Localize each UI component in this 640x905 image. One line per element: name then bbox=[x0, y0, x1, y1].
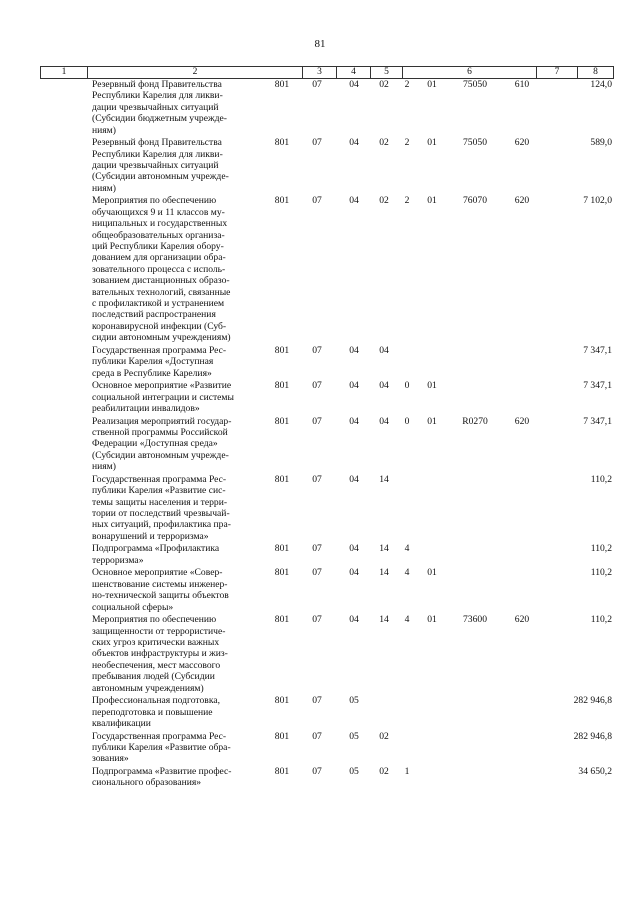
cell-c5: 05 bbox=[349, 730, 359, 742]
cell-c6b: 4 bbox=[404, 614, 410, 626]
cell-c6c: 01 bbox=[427, 195, 437, 207]
cell-c5: 04 bbox=[349, 567, 359, 579]
row-name: Резервный фонд Правительства Республики Карелия для ликви- дации чрезвычайных ситуаций (Субсидии бюджетным учрежде- ниям) bbox=[92, 79, 227, 136]
cell-c6a: 04 bbox=[379, 344, 389, 356]
cell-c4: 07 bbox=[312, 614, 322, 626]
cell-c6b: 2 bbox=[404, 79, 410, 90]
cell-c7: 620 bbox=[514, 614, 530, 626]
cell-c3: 801 bbox=[274, 614, 290, 626]
cell-c8: 110,2 bbox=[590, 614, 612, 626]
cell-c8: 110,2 bbox=[590, 543, 612, 555]
cell-c5: 04 bbox=[349, 380, 359, 392]
header-col-3: 3 bbox=[303, 67, 337, 78]
cell-c4: 07 bbox=[312, 543, 322, 555]
header-col-7: 7 bbox=[537, 67, 578, 78]
cell-c3: 801 bbox=[274, 195, 290, 207]
cell-c6b: 2 bbox=[404, 137, 410, 149]
cell-c7: 620 bbox=[514, 195, 530, 207]
cell-c6a: 04 bbox=[379, 415, 389, 427]
cell-c6a: 02 bbox=[379, 766, 389, 777]
cell-c3: 801 bbox=[274, 695, 290, 707]
cell-c8: 282 946,8 bbox=[573, 730, 612, 742]
cell-c8: 7 347,1 bbox=[583, 344, 612, 356]
cell-c8: 110,2 bbox=[590, 567, 612, 579]
cell-c8: 282 946,8 bbox=[573, 695, 612, 707]
row-name: Государственная программа Рес- публики Карелия «Доступная среда в Республике Карелия» bbox=[92, 344, 227, 379]
page-number: 81 bbox=[314, 38, 326, 50]
cell-c5: 04 bbox=[349, 415, 359, 427]
cell-c6b: 0 bbox=[404, 380, 410, 392]
cell-c6a: 02 bbox=[379, 195, 389, 207]
cell-c4: 07 bbox=[312, 344, 322, 356]
cell-c8: 124,0 bbox=[590, 79, 612, 90]
cell-c3: 801 bbox=[274, 730, 290, 742]
table-header bbox=[40, 66, 614, 79]
cell-c3: 801 bbox=[274, 137, 290, 149]
row-name: Мероприятия по обеспечению защищенности от террористиче- ских угроз критически важных объектов инфраструктуры и жиз- необеспечения, мест массового пребывания людей (Субсидии автономным учреждениям) bbox=[92, 614, 228, 694]
cell-c6c: 01 bbox=[427, 137, 437, 149]
cell-c6a: 02 bbox=[379, 730, 389, 742]
cell-c5: 04 bbox=[349, 195, 359, 207]
cell-c8: 7 102,0 bbox=[583, 195, 612, 207]
row-name: Подпрограмма «Развитие профес- сионального образования» bbox=[92, 766, 232, 789]
cell-c5: 05 bbox=[349, 766, 359, 777]
cell-c8: 7 347,1 bbox=[583, 380, 612, 392]
row-name: Основное мероприятие «Развитие социальной интеграции и системы реабилитации инвалидов» bbox=[92, 380, 234, 414]
cell-c6d: 75050 bbox=[463, 79, 487, 90]
cell-c6b: 0 bbox=[404, 415, 410, 427]
cell-c6c: 01 bbox=[427, 380, 437, 392]
row-name: Реализация мероприятий государ- ственной программы Российской Федерации «Доступная среда» (Субсидии автономным учрежде- ниям) bbox=[92, 415, 232, 473]
cell-c5: 04 bbox=[349, 79, 359, 90]
cell-c6b: 2 bbox=[404, 195, 410, 207]
cell-c3: 801 bbox=[274, 766, 290, 777]
row-name: Государственная программа Рес- публики Карелия «Развитие обра- зования» bbox=[92, 730, 231, 765]
cell-c7: 620 bbox=[514, 137, 530, 149]
cell-c5: 04 bbox=[349, 473, 359, 485]
cell-c6a: 02 bbox=[379, 79, 389, 90]
cell-c6a: 14 bbox=[379, 473, 389, 485]
cell-c3: 801 bbox=[274, 380, 290, 392]
row-name: Государственная программа Рес- публики Карелия «Развитие сис- темы защиты населения и терри- тории от последствий чрезвычай- ных ситуаций, профилактика пра- вонарушений и терроризма» bbox=[92, 473, 231, 542]
cell-c6d: R0270 bbox=[462, 415, 488, 427]
cell-c6a: 14 bbox=[379, 614, 389, 626]
cell-c6c: 01 bbox=[427, 567, 437, 579]
cell-c6b: 1 bbox=[404, 766, 410, 777]
cell-c4: 07 bbox=[312, 415, 322, 427]
cell-c6b: 4 bbox=[404, 567, 410, 579]
cell-c5: 04 bbox=[349, 344, 359, 356]
cell-c4: 07 bbox=[312, 695, 322, 707]
cell-c3: 801 bbox=[274, 415, 290, 427]
cell-c7: 610 bbox=[514, 79, 530, 90]
header-col-4: 4 bbox=[337, 67, 371, 78]
cell-c6a: 04 bbox=[379, 380, 389, 392]
cell-c6c: 01 bbox=[427, 415, 437, 427]
cell-c8: 7 347,1 bbox=[583, 415, 612, 427]
cell-c4: 07 bbox=[312, 730, 322, 742]
cell-c6b: 4 bbox=[404, 543, 410, 555]
cell-c3: 801 bbox=[274, 79, 290, 90]
cell-c6d: 73600 bbox=[463, 614, 487, 626]
row-name: Профессиональная подготовка, переподготовка и повышение квалификации bbox=[92, 695, 220, 729]
cell-c4: 07 bbox=[312, 473, 322, 485]
header-col-2: 2 bbox=[88, 67, 303, 78]
cell-c8: 589,0 bbox=[590, 137, 612, 149]
cell-c7: 620 bbox=[514, 415, 530, 427]
cell-c4: 07 bbox=[312, 567, 322, 579]
cell-c8: 34 650,2 bbox=[578, 766, 612, 777]
cell-c4: 07 bbox=[312, 137, 322, 149]
cell-c6a: 02 bbox=[379, 137, 389, 149]
cell-c4: 07 bbox=[312, 195, 322, 207]
header-col-8: 8 bbox=[593, 67, 598, 77]
cell-c6a: 14 bbox=[379, 567, 389, 579]
cell-c5: 04 bbox=[349, 543, 359, 555]
cell-c6a: 14 bbox=[379, 543, 389, 555]
cell-c8: 110,2 bbox=[590, 473, 612, 485]
row-name: Резервный фонд Правительства Республики Карелия для ликви- дации чрезвычайных ситуаций (Субсидии автономным учрежде- ниям) bbox=[92, 137, 229, 194]
header-col-5: 5 bbox=[371, 67, 403, 78]
row-name: Мероприятия по обеспечению обучающихся 9 и 11 классов му- ниципальных и государственных общеобразовательных организа- ций Республики Карелия обору- дованием для организации обра- зовательного процесса с исполь- зованием дистанционных образо- вательных технологий, связанные с профилактикой и устранением последствий распространения коронавирусной инфекции (Суб- сидии автономным учреждениям) bbox=[92, 195, 231, 344]
cell-c5: 04 bbox=[349, 614, 359, 626]
cell-c3: 801 bbox=[274, 473, 290, 485]
cell-c6c: 01 bbox=[427, 614, 437, 626]
cell-c4: 07 bbox=[312, 766, 322, 777]
cell-c6d: 76070 bbox=[463, 195, 487, 207]
cell-c3: 801 bbox=[274, 567, 290, 579]
cell-c4: 07 bbox=[312, 79, 322, 90]
cell-c4: 07 bbox=[312, 380, 322, 392]
row-name: Основное мероприятие «Совер- шенствование системы инженер- но-технической защиты объектов социальной сферы» bbox=[92, 567, 229, 613]
header-col-6: 6 bbox=[403, 67, 537, 78]
cell-c6d: 75050 bbox=[463, 137, 487, 149]
row-name: Подпрограмма «Профилактика терроризма» bbox=[92, 543, 220, 566]
cell-c5: 05 bbox=[349, 695, 359, 707]
cell-c5: 04 bbox=[349, 137, 359, 149]
cell-c3: 801 bbox=[274, 344, 290, 356]
cell-c3: 801 bbox=[274, 543, 290, 555]
header-col-1: 1 bbox=[41, 67, 88, 78]
cell-c6c: 01 bbox=[427, 79, 437, 90]
